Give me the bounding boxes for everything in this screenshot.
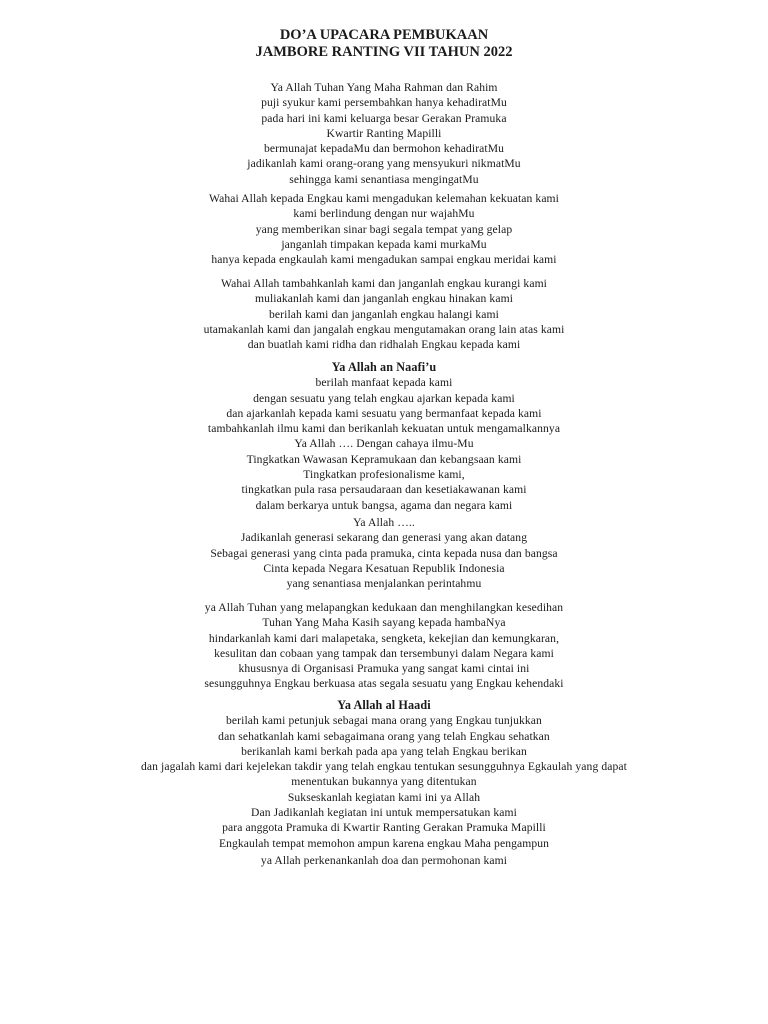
prayer-line: kesulitan dan cobaan yang tampak dan tersembunyi dalam Negara kami xyxy=(214,646,554,660)
prayer-line: Wahai Allah kepada Engkau kami mengadukan kelemahan kekuatan kami xyxy=(208,192,560,205)
prayer-line: tambahkanlah ilmu kami dan berikanlah kekuatan untuk mengamalkannya xyxy=(207,422,561,436)
prayer-line: kami berlindung dengan nur wajahMu xyxy=(293,207,475,221)
prayer-line: dan jagalah kami dari kejelekan takdir yang telah engkau tentukan sesungguhnya Egkaulah yang dapat xyxy=(141,760,627,774)
prayer-line: menentukan bukannya yang ditentukan xyxy=(291,775,477,789)
stanza-1 xyxy=(0,80,768,187)
prayer-line: bermunajat kepadaMu dan bermohon kehadiratMu xyxy=(263,142,505,156)
stanza-7 xyxy=(0,698,768,851)
prayer-line: dan buatlah kami ridha dan ridhalah Engkau kepada kami xyxy=(247,338,521,352)
prayer-line: Ya Allah ….. xyxy=(353,516,415,529)
prayer-line: berilah kami petunjuk sebagai mana orang yang Engkau tunjukkan xyxy=(226,714,542,728)
prayer-line: berilah manfaat kepada kami xyxy=(315,376,453,390)
prayer-line: janganlah timpakan kepada kami murkaMu xyxy=(281,237,487,251)
prayer-line: Sebagai generasi yang cinta pada pramuka, cinta kepada nusa dan bangsa xyxy=(210,546,558,560)
prayer-line: utamakanlah kami dan jangalah engkau mengutamakan orang lain atas kami xyxy=(203,322,565,336)
prayer-line: Kwartir Ranting Mapilli xyxy=(326,126,442,140)
prayer-line: Jadikanlah generasi sekarang dan generasi yang akan datang xyxy=(240,531,528,545)
stanza-heading: Ya Allah an Naafi’u xyxy=(331,360,437,374)
prayer-line: jadikanlah kami orang-orang yang mensyukuri nikmatMu xyxy=(247,157,521,171)
prayer-line: ya Allah perkenankanlah doa dan permohonan kami xyxy=(260,854,508,867)
prayer-line: Tingkatkan profesionalisme kami, xyxy=(303,468,465,482)
prayer-line: Tingkatkan Wawasan Kepramukaan dan kebangsaan kami xyxy=(246,452,522,466)
prayer-line: hindarkanlah kami dari malapetaka, sengketa, kekejian dan kemungkaran, xyxy=(208,631,560,645)
document-title-line-1: DO’A UPACARA PEMBUKAAN xyxy=(279,27,489,43)
prayer-line: Engkaulah tempat memohon ampun karena engkau Maha pengampun xyxy=(218,836,550,850)
prayer-line: yang senantiasa menjalankan perintahmu xyxy=(286,577,482,591)
prayer-line: dan ajarkanlah kepada kami sesuatu yang bermanfaat kepada kami xyxy=(226,406,542,420)
prayer-line: berilah kami dan janganlah engkau halangi kami xyxy=(269,307,499,321)
prayer-line: dalam berkarya untuk bangsa, agama dan negara kami xyxy=(255,498,513,512)
prayer-line: berikanlah kami berkah pada apa yang telah Engkau berikan xyxy=(241,744,527,758)
prayer-line: para anggota Pramuka di Kwartir Ranting Gerakan Pramuka Mapilli xyxy=(222,821,546,835)
stanza-8 xyxy=(0,853,768,868)
prayer-line: ya Allah Tuhan yang melapangkan kedukaan dan menghilangkan kesedihan xyxy=(204,601,564,614)
prayer-line: sesungguhnya Engkau berkuasa atas segala sesuatu yang Engkau kehendaki xyxy=(204,677,564,691)
prayer-line: yang memberikan sinar bagi segala tempat yang gelap xyxy=(255,222,513,236)
prayer-line: pada hari ini kami keluarga besar Gerakan Pramuka xyxy=(261,111,507,125)
stanza-2 xyxy=(0,191,768,267)
prayer-line: Wahai Allah tambahkanlah kami dan janganlah engkau kurangi kami xyxy=(220,277,548,290)
stanza-3 xyxy=(0,276,768,352)
prayer-line: Ya Allah Tuhan Yang Maha Rahman dan Rahim xyxy=(270,81,498,94)
prayer-line: Cinta kepada Negara Kesatuan Republik Indonesia xyxy=(263,561,505,575)
prayer-line: Dan Jadikanlah kegiatan ini untuk mempersatukan kami xyxy=(251,806,517,820)
prayer-line: dengan sesuatu yang telah engkau ajarkan kepada kami xyxy=(253,391,515,405)
prayer-line: khususnya di Organisasi Pramuka yang sangat kami cintai ini xyxy=(238,662,530,676)
prayer-line: puji syukur kami persembahkan hanya kehadiratMu xyxy=(261,96,507,110)
prayer-line: Sukseskanlah kegiatan kami ini ya Allah xyxy=(287,790,481,804)
document-title-line-2: JAMBORE RANTING VII TAHUN 2022 xyxy=(255,44,513,60)
stanza-heading: Ya Allah al Haadi xyxy=(337,698,431,712)
stanza-6 xyxy=(0,600,768,692)
prayer-line: dan sehatkanlah kami sebagaimana orang yang telah Engkau sehatkan xyxy=(218,729,550,743)
prayer-line: Tuhan Yang Maha Kasih sayang kepada hambaNya xyxy=(262,616,506,630)
stanza-4 xyxy=(0,360,768,513)
prayer-line: muliakanlah kami dan janganlah engkau hinakan kami xyxy=(254,292,514,306)
prayer-line: hanya kepada engkaulah kami mengadukan sampai engkau meridai kami xyxy=(211,253,557,267)
prayer-line: tingkatkan pula rasa persaudaraan dan kesetiakawanan kami xyxy=(241,483,527,497)
prayer-line: sehingga kami senantiasa mengingatMu xyxy=(289,172,479,186)
stanza-5 xyxy=(0,515,768,591)
prayer-line: Ya Allah …. Dengan cahaya ilmu-Mu xyxy=(294,437,474,451)
